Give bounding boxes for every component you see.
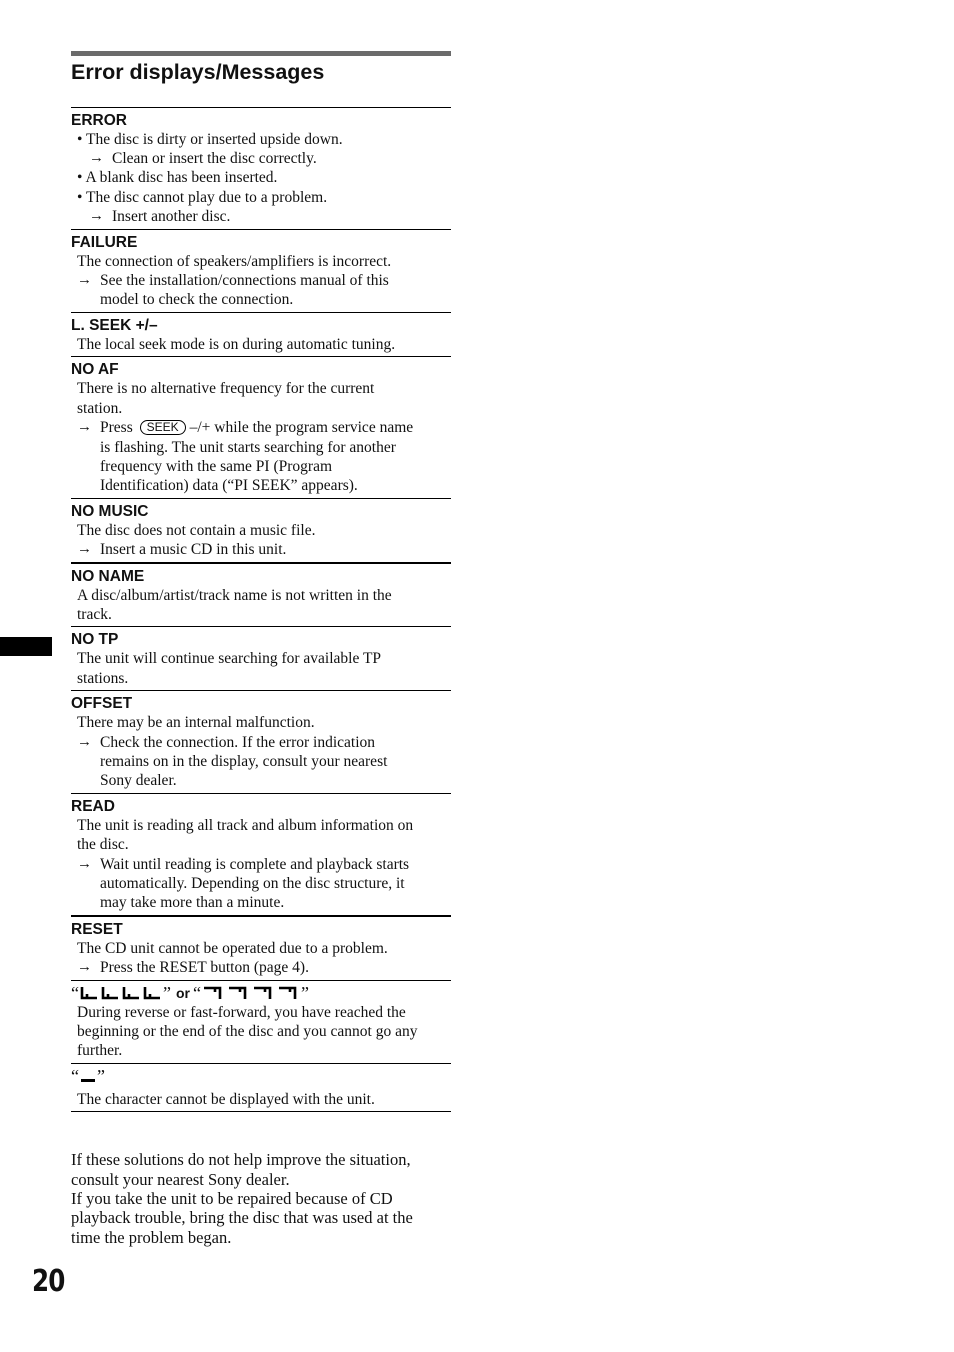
corner-bottom-left-glyphs-icon	[80, 986, 162, 1000]
corner-top-right-glyphs-icon	[202, 986, 300, 1000]
closing-p2-line-2: playback trouble, bring the disc that was used at the	[71, 1208, 413, 1228]
disc-end-description-line-3: further.	[77, 1042, 123, 1060]
local-seek-description: The local seek mode is on during automatic tuning.	[77, 335, 396, 353]
no-af-description-line-2: station.	[77, 399, 123, 417]
entry-offset	[71, 691, 451, 794]
entry-disc-end-indicator	[71, 981, 451, 1064]
no-tp-description-line-2: stations.	[77, 669, 129, 687]
arrow-icon: →	[89, 208, 104, 225]
no-name-description-line-2: track.	[77, 605, 112, 623]
no-tp-description	[71, 649, 451, 688]
or-word: or	[176, 984, 190, 1001]
page-title: Error displays/Messages	[71, 60, 325, 84]
reset-remedy	[71, 958, 451, 977]
reset-description: The CD unit cannot be operated due to a problem.	[77, 939, 388, 957]
failure-remedy	[71, 271, 451, 310]
open-quote: “	[71, 983, 79, 1004]
offset-remedy-line-2: remains on in the display, consult your nearest	[100, 752, 388, 770]
undisplayable-character-description: The character cannot be displayed with the unit.	[77, 1090, 375, 1108]
reset-remedy-text: Press the RESET button (page 4).	[100, 959, 309, 977]
failure-description: The connection of speakers/amplifiers is incorrect.	[77, 252, 392, 270]
entry-undisplayable-character	[71, 1064, 451, 1112]
no-name-description-line-1: A disc/album/artist/track name is not written in the	[77, 586, 392, 604]
read-description-line-2: the disc.	[77, 836, 129, 854]
arrow-icon: →	[77, 855, 92, 872]
failure-remedy-line-1: See the installation/connections manual of this	[100, 272, 389, 290]
entry-no-name	[71, 564, 451, 628]
entry-no-music	[71, 499, 451, 564]
arrow-icon: →	[77, 541, 92, 558]
disc-end-description-line-2: beginning or the end of the disc and you cannot go any	[77, 1023, 418, 1041]
no-music-description: The disc does not contain a music file.	[77, 521, 316, 539]
close-quote: ”	[301, 983, 309, 1004]
entry-error	[71, 108, 451, 230]
term-offset: OFFSET	[71, 695, 133, 713]
disc-end-glyph-icon	[202, 986, 300, 1000]
closing-paragraph-1	[71, 1150, 451, 1189]
entry-read	[71, 794, 451, 917]
read-description	[71, 816, 451, 855]
failure-remedy-line-2: model to check the connection.	[100, 291, 294, 309]
seek-key-icon: SEEK	[140, 420, 186, 435]
offset-description: There may be an internal malfunction.	[77, 714, 315, 732]
entry-local-seek	[71, 313, 451, 357]
error-remedy-1	[71, 149, 451, 168]
open-quote: “	[71, 1066, 79, 1087]
section-top-rule	[71, 51, 451, 56]
read-remedy	[71, 855, 451, 913]
read-remedy-line-2: automatically. Depending on the disc structure, it	[100, 875, 405, 893]
underscore-glyph-icon	[79, 1069, 97, 1083]
error-messages-section	[71, 51, 451, 1247]
arrow-icon: →	[77, 959, 92, 976]
offset-remedy-line-1: Check the connection. If the error indication	[100, 733, 376, 751]
closing-advice	[71, 1150, 451, 1247]
section-tab-marker	[0, 637, 52, 656]
disc-end-description	[71, 1003, 451, 1061]
close-quote: ”	[163, 983, 171, 1004]
arrow-icon: →	[77, 272, 92, 289]
term-no-tp: NO TP	[71, 631, 119, 649]
closing-p1-line-1: If these solutions do not help improve the situation,	[71, 1150, 411, 1170]
offset-remedy-line-3: Sony dealer.	[100, 772, 177, 790]
term-error: ERROR	[71, 111, 127, 129]
entry-failure	[71, 230, 451, 313]
term-read: READ	[71, 797, 115, 815]
arrow-icon: →	[89, 150, 104, 167]
no-tp-description-line-1: The unit will continue searching for available TP	[77, 650, 382, 668]
read-description-line-1: The unit is reading all track and album information on	[77, 816, 414, 834]
error-remedy-3	[71, 207, 451, 226]
read-remedy-line-3: may take more than a minute.	[100, 894, 285, 912]
term-no-music: NO MUSIC	[71, 502, 149, 520]
term-disc-end-indicator	[71, 984, 451, 1003]
read-remedy-line-1: Wait until reading is complete and playback starts	[100, 855, 410, 873]
no-af-description-line-1: There is no alternative frequency for the current	[77, 380, 375, 398]
term-no-name: NO NAME	[71, 567, 145, 585]
closing-p2-line-3: time the problem began.	[71, 1227, 232, 1247]
close-quote: ”	[97, 1066, 105, 1087]
arrow-icon: →	[77, 419, 92, 436]
error-message-list	[71, 107, 451, 1113]
error-cause-3: • The disc cannot play due to a problem.	[71, 188, 451, 207]
no-af-remedy-line-1: –/+ while the program service name	[189, 419, 414, 437]
term-failure: FAILURE	[71, 233, 138, 251]
term-undisplayable-character	[71, 1067, 451, 1086]
no-af-press-text: Press	[100, 419, 133, 437]
no-name-description	[71, 586, 451, 625]
entry-reset	[71, 917, 451, 981]
error-remedy-1-text: Clean or insert the disc correctly.	[112, 150, 317, 168]
term-no-af: NO AF	[71, 361, 119, 379]
no-music-remedy	[71, 540, 451, 559]
no-af-description	[71, 379, 451, 418]
no-music-remedy-text: Insert a music CD in this unit.	[100, 541, 287, 559]
no-af-remedy-line-4: Identification) data (“PI SEEK” appears).	[100, 477, 358, 495]
page-number: 20	[32, 1264, 65, 1299]
error-cause-2: • A blank disc has been inserted.	[71, 168, 451, 187]
entry-no-af	[71, 357, 451, 498]
error-cause-1: • The disc is dirty or inserted upside down.	[71, 130, 451, 149]
closing-p2-line-1: If you take the unit to be repaired because of CD	[71, 1189, 393, 1209]
term-local-seek: L. SEEK +/–	[71, 316, 158, 334]
error-remedy-3-text: Insert another disc.	[112, 208, 231, 226]
term-reset: RESET	[71, 920, 123, 938]
no-af-remedy-line-3: frequency with the same PI (Program	[100, 457, 333, 475]
open-quote: “	[193, 983, 201, 1004]
no-af-remedy-line-2: is flashing. The unit starts searching for another	[100, 438, 396, 456]
disc-end-description-line-1: During reverse or fast-forward, you have reached the	[77, 1003, 406, 1021]
no-af-remedy	[71, 418, 451, 496]
offset-remedy	[71, 733, 451, 791]
closing-paragraph-2	[71, 1189, 451, 1247]
disc-start-glyph-icon	[80, 986, 162, 1000]
arrow-icon: →	[77, 733, 92, 750]
entry-no-tp	[71, 627, 451, 691]
closing-p1-line-2: consult your nearest Sony dealer.	[71, 1169, 290, 1189]
